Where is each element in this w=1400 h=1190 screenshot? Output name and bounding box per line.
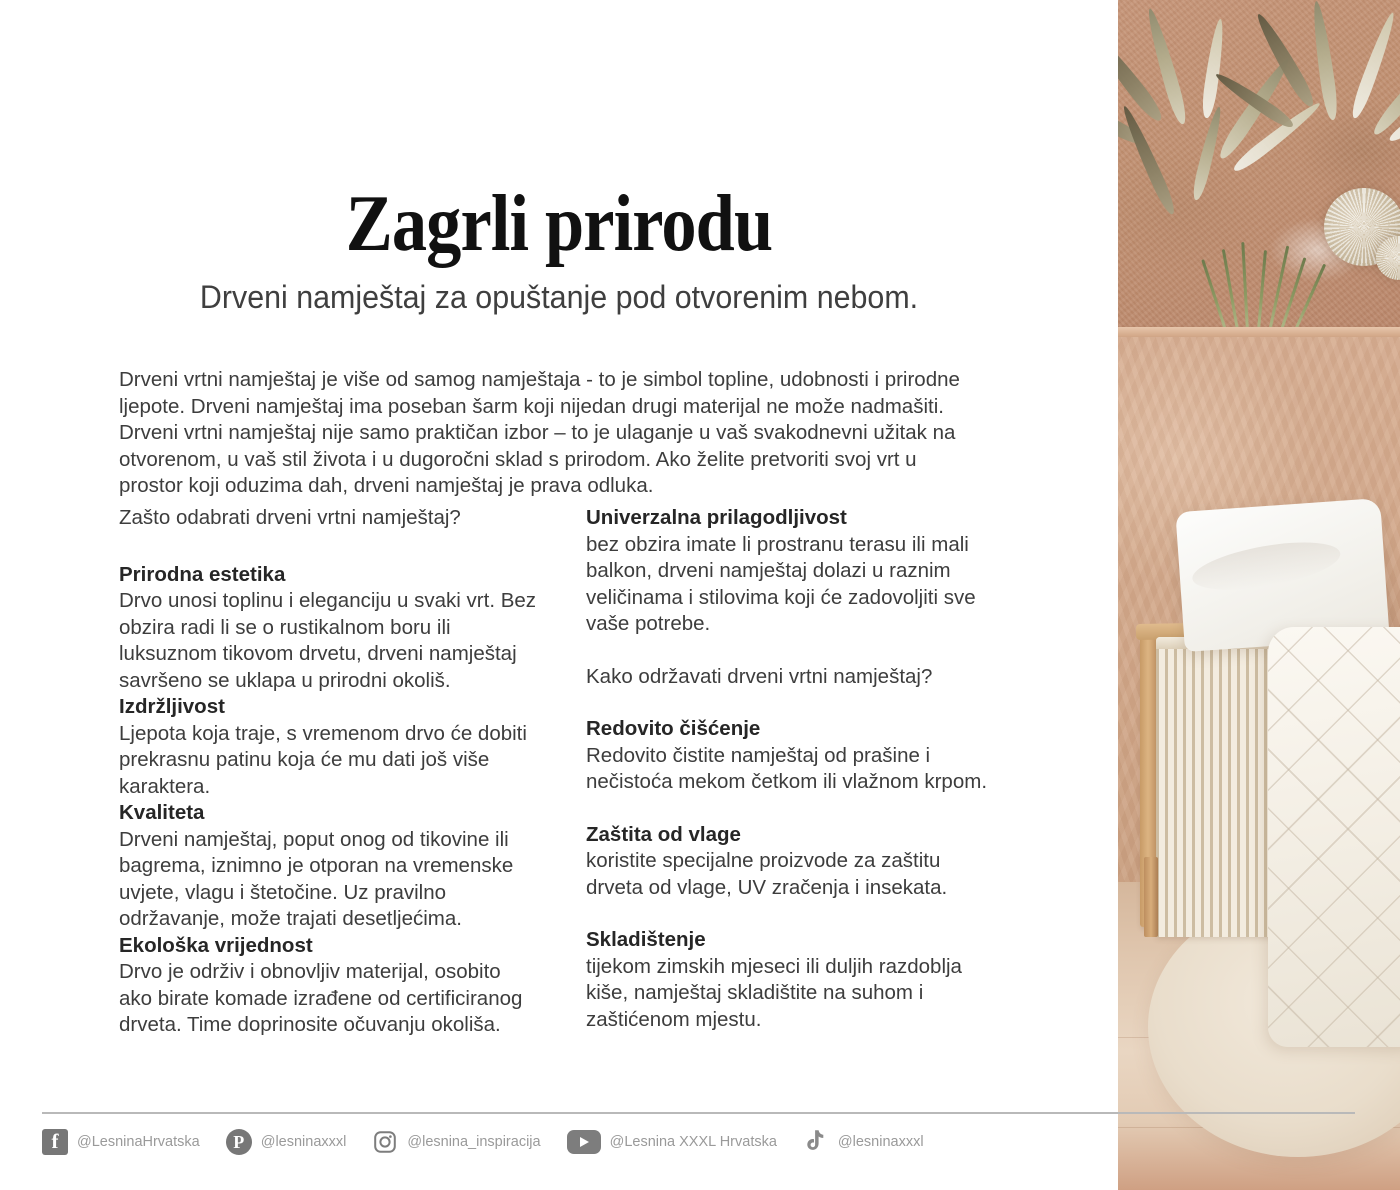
social-link-tiktok[interactable] <box>803 1129 924 1155</box>
section-heading-izdrzljivost: Izdržljivost <box>119 695 225 718</box>
page-subtitle: Drveni namještaj za opuštanje pod otvorenim nebom. <box>199 279 919 315</box>
social-link-instagram[interactable] <box>372 1129 540 1155</box>
pinterest-icon[interactable]: P <box>226 1129 252 1155</box>
section-heading-univerzalna-prilagodljivost: Univerzalna prilagodljivost <box>586 506 847 529</box>
tiktok-handle: @lesninaxxxl <box>837 1134 924 1150</box>
spacer <box>586 796 996 822</box>
facebook-handle: @LesninaHrvatska <box>77 1134 200 1150</box>
section-body-skladistenje: tijekom zimskih mjeseci ili duljih razdoblja kiše, namještaj skladištite na suhom i zaštićenom mjestu. <box>586 954 962 1031</box>
chair-slats <box>1156 637 1284 937</box>
facebook-icon[interactable]: f <box>42 1129 68 1155</box>
intro-paragraph: Drveni vrtni namještaj je više od samog namještaja - to je simbol topline, udobnosti i prirodne ljepote. Drveni namještaj ima poseban šarm koji nijedan drugi materijal ne može nadmašiti. Drveni vrtni namještaj nije samo praktičan izbor – to je ulaganje u vaš svakodnevni užitak na otvorenom, u vaš stil života i u dugoročni sklad s prirodom. Ako želite pretvoriti svoj vrt u prostor koji oduzima dah, drveni namještaj je prava odluka. <box>119 368 960 497</box>
social-link-facebook[interactable] <box>42 1129 200 1155</box>
section-body-zastita-od-vlage: koristite specijalne proizvode za zaštitu drveta od vlage, UV zračenja i insekata. <box>586 849 948 899</box>
garden-chair-photo <box>1118 337 1400 1190</box>
section-body-kvaliteta: Drveni namještaj, poput onog od tikovine ili bagrema, iznimno je otporan na vremenske uvjete, vlagu i štetočine. Uz pravilno održavanje, može trajati desetljećima. <box>119 827 514 930</box>
instagram-handle: @lesnina_inspiracija <box>407 1134 541 1150</box>
section-body-univerzalna-prilagodljivost: bez obzira imate li prostranu terasu ili mali balkon, drveni namještaj dolazi u raznim veličinama i stilovima koji će zadovoljiti sve vaše potrebe. <box>586 532 976 635</box>
left-column-question: Zašto odabrati drveni vrtni namještaj? <box>119 506 461 529</box>
right-column-question: Kako održavati drveni vrtni namještaj? <box>586 664 933 688</box>
left-column <box>119 505 539 1039</box>
instagram-icon[interactable] <box>372 1129 398 1155</box>
hero-photo-panel <box>1118 0 1400 1190</box>
right-column <box>586 505 996 1033</box>
social-link-youtube[interactable] <box>567 1130 777 1154</box>
spacer <box>119 532 539 562</box>
throw-diamond-pattern <box>1268 627 1400 1047</box>
spacer <box>586 690 996 716</box>
section-heading-ekoloska-vrijednost: Ekološka vrijednost <box>119 933 313 957</box>
section-heading-kvaliteta: Kvaliteta <box>119 801 205 824</box>
tiktok-icon[interactable] <box>803 1129 829 1155</box>
section-heading-prirodna-estetika: Prirodna estetika <box>119 562 286 586</box>
social-media-bar <box>42 1123 950 1161</box>
youtube-icon[interactable] <box>567 1130 601 1154</box>
section-body-redovito-ciscenje: Redovito čistite namještaj od prašine i nečistoća mekom četkom ili vlažnom krpom. <box>586 743 988 793</box>
section-body-prirodna-estetika: Drvo unosi toplinu i eleganciju u svaki vrt. Bez obzira radi li se o rustikalnom boru ili luksuznom tikovom drvetu, drveni namještaj savršeno se uklapa u prirodni okoliš. <box>119 589 537 692</box>
youtube-handle: @Lesnina XXXL Hrvatska <box>609 1134 777 1150</box>
spacer <box>586 901 996 927</box>
chair-leg <box>1144 857 1158 937</box>
page-title: Zagrli prirodu <box>345 180 773 268</box>
play-triangle-icon <box>580 1137 589 1147</box>
spacer <box>586 638 996 664</box>
section-heading-skladistenje: Skladištenje <box>586 928 706 951</box>
knit-throw-blanket <box>1268 627 1400 1047</box>
section-heading-zastita-od-vlage: Zaštita od vlage <box>586 822 741 846</box>
section-body-ekoloska-vrijednost: Drvo je održiv i obnovljiv materijal, osobito ako birate komade izrađene od certificiranog drveta. Time doprinosite očuvanju okoliša. <box>119 960 523 1036</box>
chair-backrest <box>1156 637 1284 937</box>
social-link-pinterest[interactable] <box>226 1129 347 1155</box>
section-body-izdrzljivost: Ljepota koja traje, s vremenom drvo će dobiti prekrasnu patinu koja će mu dati još više karaktera. <box>119 721 527 798</box>
footer-divider <box>42 1112 1355 1114</box>
section-heading-redovito-ciscenje: Redovito čišćenje <box>586 717 761 740</box>
pinterest-handle: @lesninaxxxl <box>260 1134 347 1150</box>
desert-plants-photo <box>1118 0 1400 337</box>
